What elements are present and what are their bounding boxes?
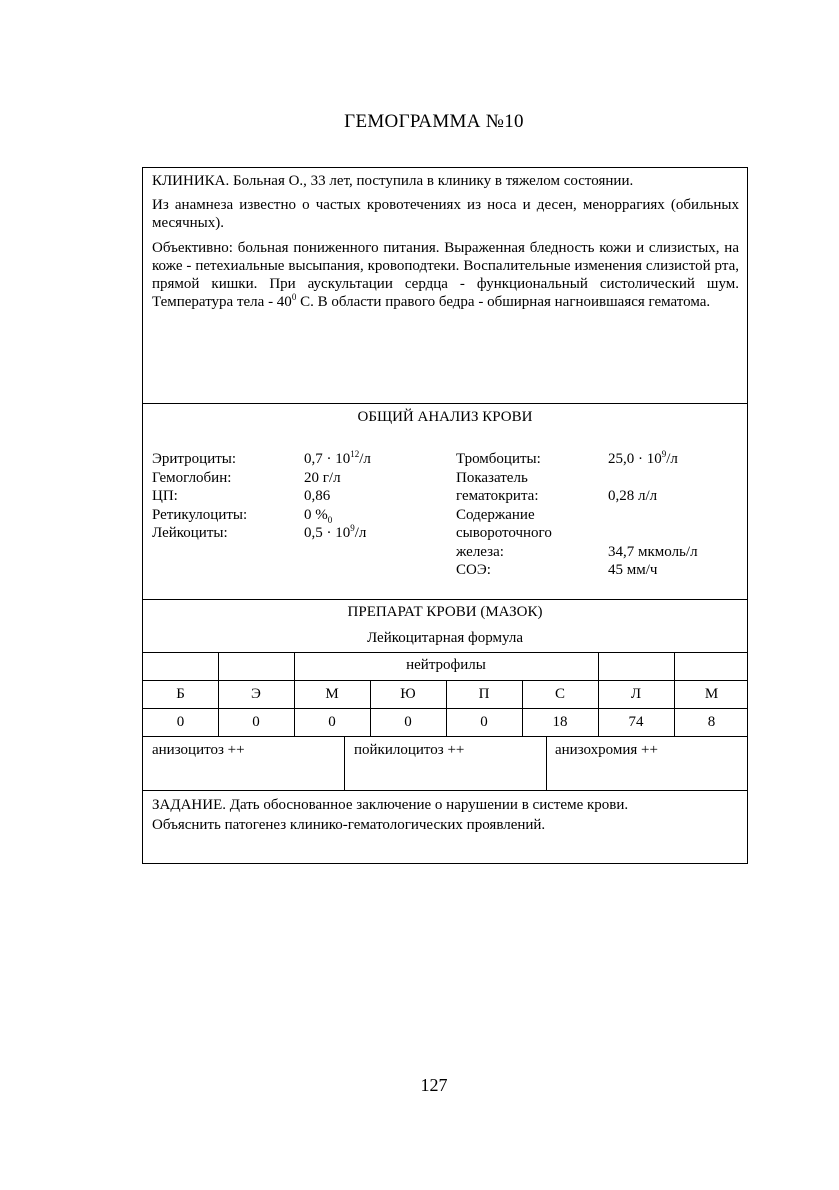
divider <box>143 599 747 600</box>
formula-value: 0 <box>404 714 412 730</box>
smear-title: ПРЕПАРАТ КРОВИ (МАЗОК) <box>347 604 543 620</box>
formula-value: 74 <box>628 714 644 730</box>
divider <box>546 736 547 790</box>
anisochromia: анизохромия ++ <box>555 742 658 758</box>
formula-header: С <box>554 686 565 702</box>
cbc-label: железа: <box>456 543 504 560</box>
formula-value: 8 <box>707 714 716 730</box>
divider <box>143 680 747 681</box>
smear-subtitle: Лейкоцитарная формула <box>366 630 524 646</box>
cbc-right-values <box>608 450 698 580</box>
formula-header: П <box>478 686 490 702</box>
clinic-anamnesis: Из анамнеза известно о частых кровотечениях из носа и десен, меноррагиях (обильных месячных). <box>152 197 739 231</box>
cbc-left-values <box>304 450 371 543</box>
clinic-section <box>143 172 747 318</box>
task-line: Объяснить патогенез клинико-гематологических проявлений. <box>152 817 546 833</box>
task-line: ЗАДАНИЕ. Дать обоснованное заключение о нарушении в системе крови. <box>152 797 629 813</box>
cbc-left-labels <box>152 450 247 543</box>
iron-value: 34,7 мкмоль/л <box>608 543 698 560</box>
cbc-label: Эритроциты: <box>152 451 237 467</box>
cbc-label: СОЭ: <box>456 562 491 578</box>
reticulocytes-value: 0 $\%_0$ <box>304 506 333 525</box>
leukocytes-value: $0,5 \cdot 10^9/л$ <box>304 523 367 541</box>
cp-value: 0,86 <box>304 488 331 504</box>
page-number: 127 <box>420 1075 448 1095</box>
neutrophils-header: нейтрофилы <box>406 657 486 673</box>
cbc-label: гематокрита: <box>456 488 539 504</box>
clinic-objective: Объективно: больная пониженного питания. Выраженная бледность кожи и слизистых, на коже - петехиальные высыпания, кровоподтеки. Воспалительные изменения слизистой рта, прямой кишки. При аускультации сердца - функциональный систолический шум. Температура тела - $40^0$ С. В области правого бедра - обширная нагноившаяся гематома. <box>152 240 739 310</box>
cbc-label: Тромбоциты: <box>456 451 541 467</box>
poikilocytosis: пойкилоцитоз ++ <box>354 742 465 758</box>
formula-header: Л <box>630 686 642 702</box>
formula-header: Ю <box>400 686 416 702</box>
divider <box>143 708 747 709</box>
hemoglobin-value: 20 г/л <box>304 469 341 486</box>
formula-value: 0 <box>328 714 336 730</box>
cbc-label: Лейкоциты: <box>152 525 228 541</box>
cbc-label: сывороточного <box>456 525 552 541</box>
formula-value: 0 <box>176 714 185 730</box>
formula-header: Б <box>176 686 185 702</box>
divider <box>344 736 345 790</box>
page-title: ГЕМОГРАММА №10 <box>344 111 524 132</box>
cbc-title: ОБЩИЙ АНАЛИЗ КРОВИ <box>357 409 533 425</box>
formula-header: Э <box>251 686 261 702</box>
formula-header: М <box>704 686 719 702</box>
divider <box>143 736 747 737</box>
hemogram-frame <box>142 167 748 864</box>
formula-header: М <box>325 686 339 702</box>
hematocrit-value: 0,28 л/л <box>608 488 658 504</box>
cbc-right-labels <box>456 450 552 580</box>
platelets-value: $25,0 \cdot 10^9/л$ <box>608 449 678 467</box>
formula-value: 18 <box>552 714 568 730</box>
divider <box>143 790 747 791</box>
cbc-label: ЦП: <box>152 488 178 504</box>
formula-value: 0 <box>480 714 488 730</box>
cbc-label: Ретикулоциты: <box>152 506 248 523</box>
formula-value: 0 <box>252 714 260 730</box>
esr-value: 45 мм/ч <box>608 562 658 578</box>
cbc-label: Содержание <box>456 506 535 523</box>
cbc-label: Показатель <box>456 469 528 486</box>
anisocytosis: анизоцитоз ++ <box>152 742 245 758</box>
cbc-label: Гемоглобин: <box>152 469 232 486</box>
erythrocytes-value: $0,7 \cdot 10^{12}/л$ <box>304 449 371 467</box>
task-section <box>152 795 628 835</box>
divider <box>143 403 747 404</box>
clinic-intro: КЛИНИКА. Больная О., 33 лет, поступила в клинику в тяжелом состоянии. <box>152 173 634 189</box>
divider <box>143 652 747 653</box>
